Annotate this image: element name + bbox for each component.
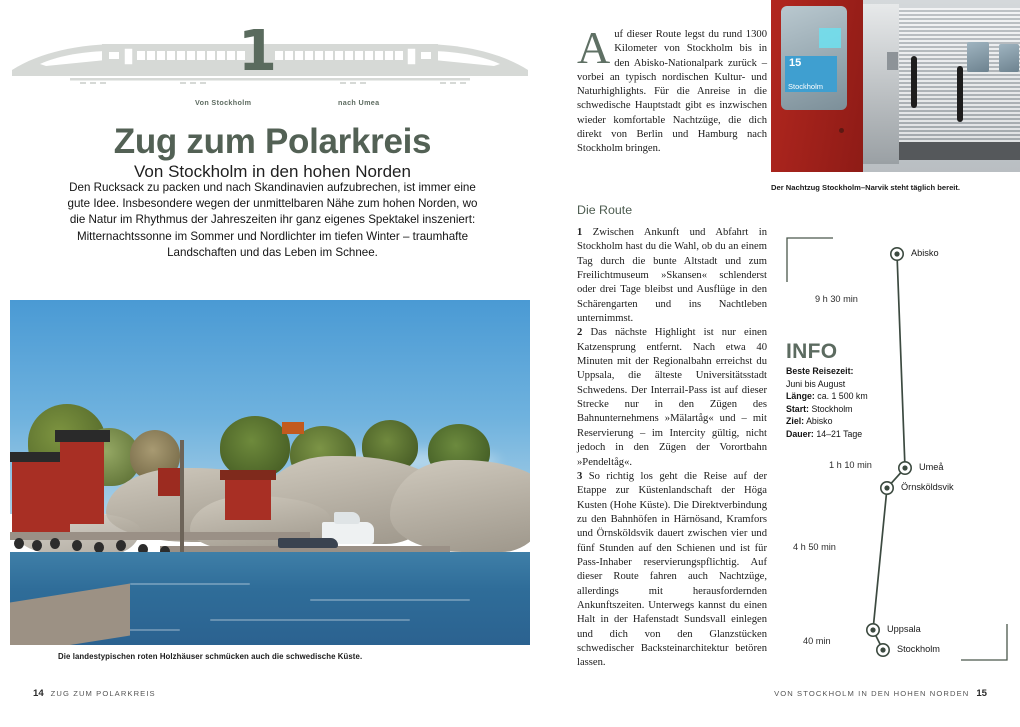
section-heading-die-route: Die Route [577,203,633,217]
window-notice [819,28,841,48]
step-number: 3 [577,470,583,482]
info-box [786,340,936,441]
door-handle [957,66,963,122]
footer-left [33,688,156,699]
info-label: Beste Reisezeit: [786,366,854,376]
destination-city: Stockholm [788,82,824,91]
banner-from-label: Von Stockholm [195,98,252,107]
info-row-ziel [786,415,936,428]
lead-paragraph [577,22,767,157]
intro-paragraph: Den Rucksack zu packen und nach Skandinavien aufzubrechen, ist immer eine gute Idee. Insbesondere wegen der unmittelbaren Nähe zum hohen Norden, wo die Natur im Rhythmus der Jahreszeiten ihr ganz eigenes Spektakel inszeniert: Mitternachtssonne im Sommer und Nordlichter im tiefen Winter – traumhafte Landschaften und das Leben im Schnee. [67,181,478,259]
route-line [873,254,905,650]
route-map-svg [775,232,1020,677]
info-row-beste-reisezeit [786,365,936,378]
running-head-left: ZUG ZUM POLARKREIS [50,689,156,698]
page-number-left: 14 [33,688,44,699]
red-house [158,468,180,496]
lead-text: uf dieser Route legst du rund 1300 Kilometer von Stockholm bis in den Abisko-Nationalpark zurück – vorbei an typisch nordischen Kultur- und Naturhighlights. Für die Anreise in die schwedische Hauptstadt gibt es inzwischen wieder komfortable Nachtzüge, die dich direkt von Berlin und Hamburg nach Stockholm bringen. [577,29,767,155]
door-handle [911,56,917,108]
frame-corner-top-left [787,238,833,282]
house-roof [220,470,276,480]
tree [220,416,290,478]
photo-caption-left: Die landestypischen roten Holzhäuser schmücken auch die schwedische Küste. [58,652,363,661]
page-title: Zug zum Polarkreis [113,122,432,162]
info-label: Länge: [786,391,815,402]
water-ripple [210,619,410,621]
water-ripple [310,599,470,601]
tyre-fender [14,538,24,549]
running-head-right: VON STOCKHOLM IN DEN HOHEN NORDEN [774,689,970,698]
info-row-reisezeit-value [786,378,936,391]
info-row-laenge [786,390,936,403]
info-value: ca. 1 500 km [817,391,868,402]
destination-sign [785,56,837,92]
open-vestibule [859,4,899,164]
carriage-corrugation [889,8,1020,158]
step-text: Das nächste Highlight ist nur einen Katzensprung entfernt. Nach etwa 40 Minuten mit der Regionalbahn erreichst du Uppsala, die älteste Universitätsstadt Schwedens. Der Interrail-Pass ist auf dieser Strecke nur in den Zügen des Bahnunternehmens »Mälartåg« und – mit Reservierung – im Intercity gültig, nicht jedoch in den Zügen der Vorortbahn »Pendeltåg«. [577,327,767,468]
footer-right [774,688,987,699]
right-page [545,0,1020,727]
silver-carriage [889,8,1020,158]
station-label-uppsala: Uppsala [887,624,921,634]
frame-corner-bottom-right [961,624,1007,660]
red-boathouse [225,478,271,520]
banner-to-label: nach Umea [338,98,380,107]
route-steps [577,226,767,671]
door-rivet [839,128,844,133]
info-value: Stockholm [811,403,853,414]
station-label-ornskoldsvik: Örnsköldsvik [901,482,954,492]
route-step-1 [577,226,767,326]
carriage-underframe [889,142,1020,160]
station-label-stockholm: Stockholm [897,644,940,654]
step-number: 1 [577,227,583,238]
tyre-fender [72,540,82,551]
step-number: 2 [577,327,583,339]
info-value: 14–21 Tage [816,428,863,439]
boat [278,538,338,548]
info-label: Ziel: [786,416,805,427]
page-number-right: 15 [976,688,987,699]
vestibule-panel [887,52,898,70]
info-box-title: INFO [786,340,838,363]
step-text: Zwischen Ankunft und Abfahrt in Stockholm hast du die Wahl, ob du an einem Tag durch die bunte Altstadt und zum Freilichtmuseum »Skansen« schlenderst oder drei Tage bleibst und Ausflüge in den Schärengarten und ins Nachtleben unternimmst. [577,227,767,325]
duration-abisko-umea: 9 h 30 min [815,294,858,304]
info-value: Juni bis August [786,378,846,389]
info-value: Abisko [806,416,833,427]
duration-ornskoldsvik-uppsala: 4 h 50 min [793,542,836,552]
house-roof [55,430,110,442]
duration-uppsala-stockholm: 40 min [803,636,831,646]
archipelago-photo [10,300,530,645]
info-row-dauer [786,428,936,441]
step-text: So richtig los geht die Reise auf der Etappe zur Küstenlandschaft der Höga Kusten (Hohe Küste). Die Direktverbindung zu den Bahnhöfen in Härnösand, Kramfors und Örnsköldsvik dauert zwischen vier und fünf Stunden auf den Schienen und ist für Pass-Inhaber reservierungspflichtig. Auf dieser Route fahren auch Nachtzüge, allerdings mit herausfordernden Ankunftszeiten. Unterwegs kannst du einen Halt in der Hafenstadt Sundsvall einlegen und dich von den Glanzstücken schwedischer Backsteinarchitektur betören lassen. [577,470,767,669]
rock [390,460,530,552]
carriage-window [967,42,989,72]
tyre-fender [32,540,42,551]
info-label: Start: [786,403,809,414]
photo-caption-train: Der Nachtzug Stockholm–Narvik steht täglich bereit. [771,183,961,192]
tyre-fender [50,538,60,549]
info-label: Dauer: [786,428,814,439]
tyre-fender [116,540,126,551]
info-row-start [786,403,936,416]
station-label-umea: Umeå [919,462,944,472]
duration-umea-ornskoldsvik: 1 h 10 min [829,460,872,470]
route-step-3 [577,470,767,671]
water-ripple [130,583,250,585]
page-subtitle: Von Stockholm in den hohen Norden [134,162,411,182]
night-train-photo [771,0,1020,172]
route-map-diagram [775,232,1020,677]
route-number: 1 [238,19,277,84]
far-house [282,422,304,434]
boat-cabin [334,512,360,524]
dock-post [180,440,184,556]
route-step-2 [577,326,767,469]
drop-cap: A [577,22,611,73]
carriage-window [999,44,1019,72]
station-label-abisko: Abisko [911,248,939,258]
platform-number: 15 [789,57,802,69]
red-house [60,440,104,524]
